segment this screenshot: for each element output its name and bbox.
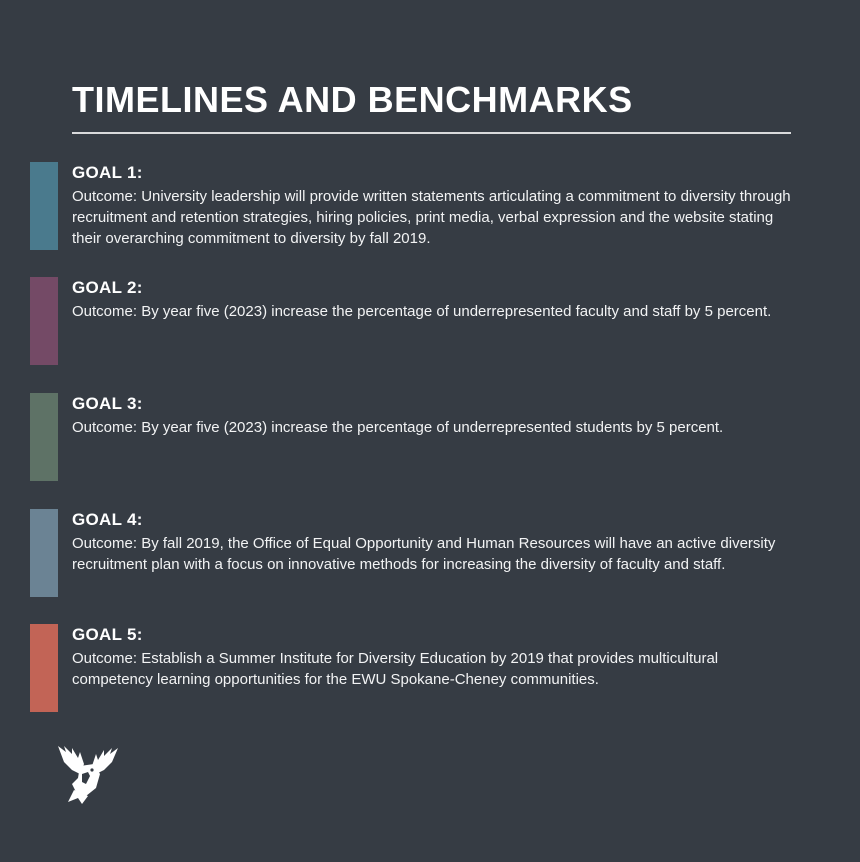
goal-5-label: GOAL 5: [72,625,143,644]
goal-2-label: GOAL 2: [72,278,143,297]
goal-4-color-bar [30,509,58,597]
eagle-logo-icon [56,744,120,806]
goal-4-outcome: Outcome: By fall 2019, the Office of Equal Opportunity and Human Resources will have an active diversity recruitment plan with a focus on innovative methods for increasing the diversity of faculty and staff. [72,535,776,573]
title-divider [72,132,791,134]
goal-5-outcome: Outcome: Establish a Summer Institute for Diversity Education by 2019 that provides multicultural competency learning opportunities for the EWU Spokane-Cheney communities. [72,650,719,688]
goal-4-label: GOAL 4: [72,510,143,529]
goal-1-color-bar [30,162,58,250]
goal-5-color-bar [30,624,58,712]
page-title: TIMELINES AND BENCHMARKS [72,79,633,120]
goal-1-outcome: Outcome: University leadership will provide written statements articulating a commitment to diversity through recruitment and retention strategies, hiring policies, print media, verbal expression and the website stating their overarching commitment to diversity by fall 2019. [72,188,791,247]
goal-2-color-bar [30,277,58,365]
goal-2-outcome: Outcome: By year five (2023) increase the percentage of underrepresented faculty and staff by 5 percent. [72,303,772,320]
goal-3-color-bar [30,393,58,481]
goal-3-label: GOAL 3: [72,394,143,413]
goal-1-label: GOAL 1: [72,163,143,182]
goal-3-outcome: Outcome: By year five (2023) increase the percentage of underrepresented students by 5 percent. [72,419,724,436]
